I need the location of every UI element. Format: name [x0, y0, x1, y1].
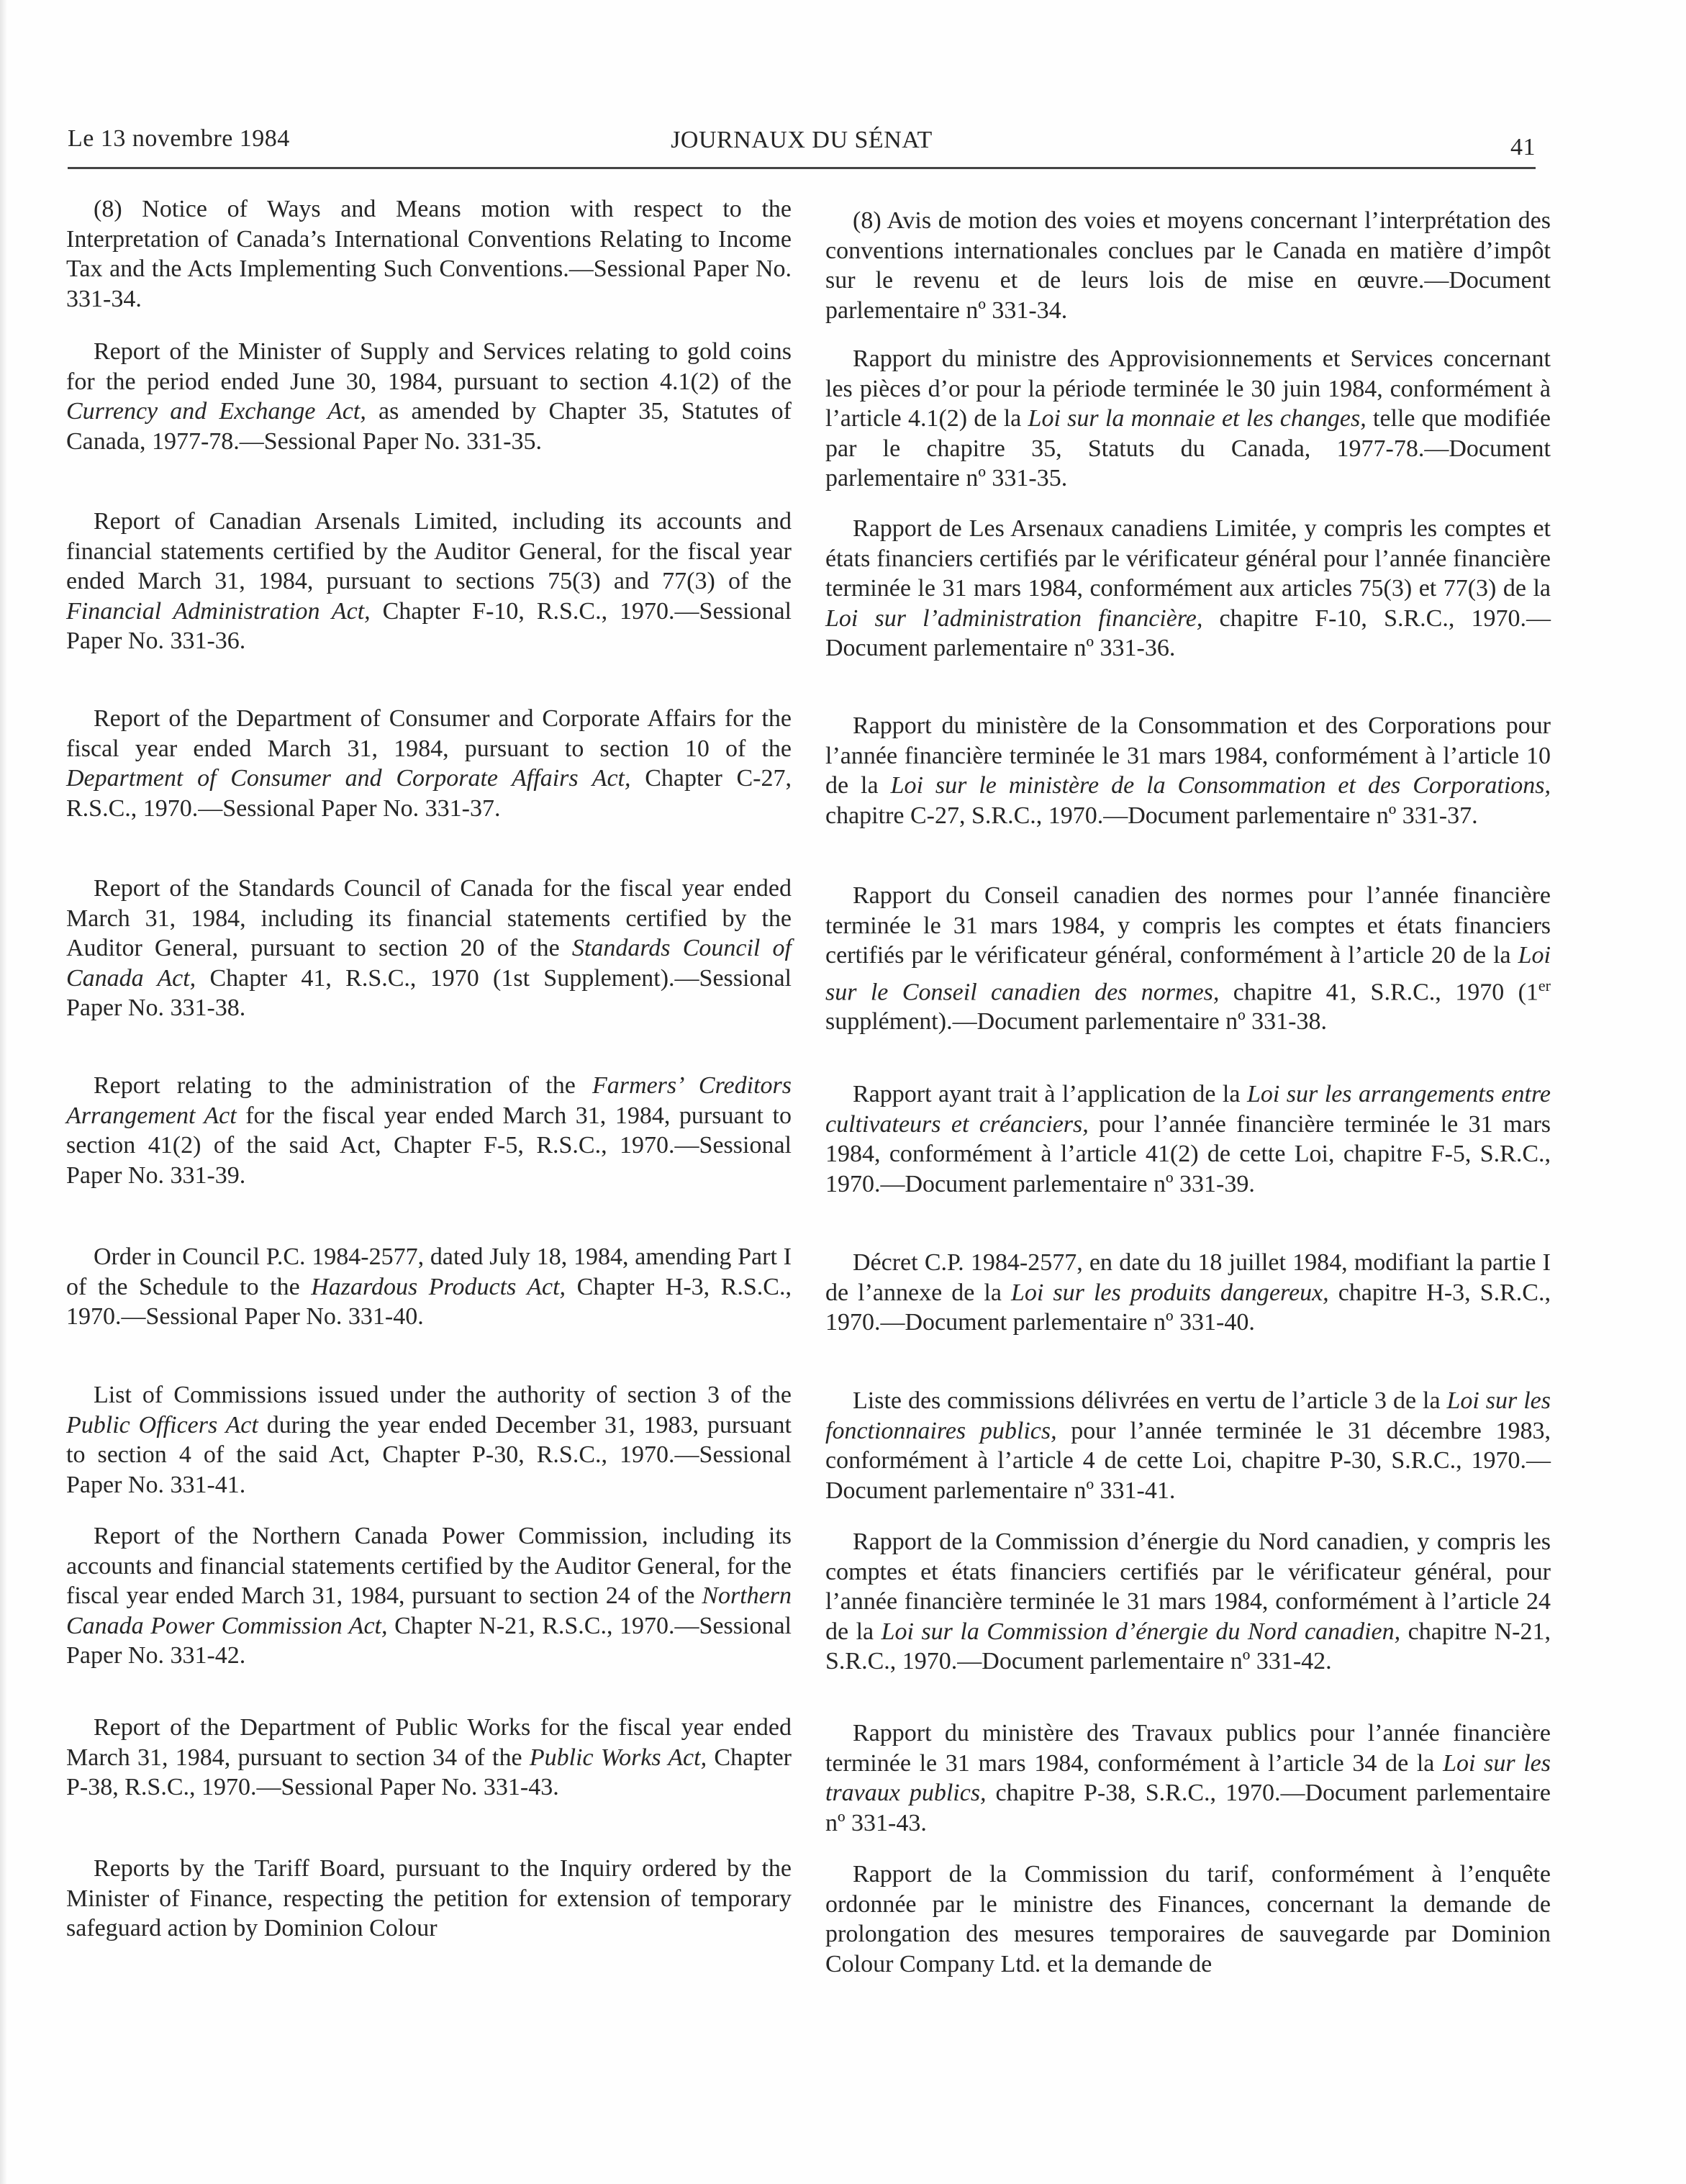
entry-fr-331-39: Rapport ayant trait à l’application de la Loi sur les arrangements entre cultivateurs et créanciers, pour l’année financière terminée le 31 mars 1984, conformément à l’article 41(2) de cette Loi, chapitre F-5, S.R.C., 1970.—Document parlementaire nº 331-39.: [825, 1081, 1551, 1197]
entry-en-331-42: Report of the Northern Canada Power Commission, including its accounts and financial statements certified by the Auditor General, for the fiscal year ended March 31, 1984, pursuant to section 24 of the Northern Canada Power Commission Act, Chapter N-21, R.S.C., 1970.—Sessional Paper No. 331-42.: [66, 1523, 792, 1669]
entry-en-331-35: Report of the Minister of Supply and Services relating to gold coins for the period ended June 30, 1984, pursuant to section 4.1(2) of the Currency and Exchange Act, as amended by Chapter 35, Statutes of Canada, 1977-78.—Sessional Paper No. 331-35.: [66, 338, 792, 455]
header-journal-title: JOURNAUX DU SÉNAT: [671, 127, 933, 153]
page-header: [68, 122, 1536, 169]
entry-en-331-41: List of Commissions issued under the authority of section 3 of the Public Officers Act during the year ended December 31, 1983, pursuant to section 4 of the said Act, Chapter P-30, R.S.C., 1970.—Sessional Paper No. 331-41.: [66, 1382, 792, 1498]
act-title: Loi sur les travaux publics,: [825, 1749, 1551, 1806]
act-title: Loi sur la monnaie et les changes,: [1028, 405, 1367, 432]
entry-fr-tariff-board: Rapport de la Commission du tarif, conformément à l’enquête ordonnée par le ministre des Finances, concernant la demande de prolongation des mesures temporaires de sauvegarde par Dominion Colour Company Ltd. et la demande de: [825, 1861, 1551, 1977]
entry-fr-331-36: Rapport de Les Arsenaux canadiens Limitée, y compris les comptes et états financiers certifiés par le vérificateur général pour l’année financière terminée le 31 mars 1984, conformément aux articles 75(3) et 77(3) de la Loi sur l’administration financière, chapitre F-10, S.R.C., 1970.—Document parlementaire nº 331-36.: [825, 515, 1551, 661]
act-title: Northern Canada Power Commission Act,: [66, 1582, 792, 1639]
act-title: Public Works Act,: [529, 1744, 707, 1771]
entry-fr-331-34: (8) Avis de motion des voies et moyens concernant l’interprétation des conventions internationales conclues par le Canada en matière d’impôt sur le revenu et de leurs lois de mise en œuvre.—Document parlementaire nº 331-34.: [825, 207, 1551, 324]
entry-fr-331-41: Liste des commissions délivrées en vertu de l’article 3 de la Loi sur les fonctionnaires publics, pour l’année terminée le 31 décembre 1983, conformément à l’article 4 de cette Loi, chapitre P-30, S.R.C., 1970.—Document parlementaire nº 331-41.: [825, 1387, 1551, 1504]
superscript: er: [1538, 976, 1551, 994]
act-title: Loi sur le ministère de la Consommation et des Corporations,: [890, 772, 1551, 799]
entry-fr-331-37: Rapport du ministère de la Consommation et des Corporations pour l’année financière terminée le 31 mars 1984, conformément à l’article 10 de la Loi sur le ministère de la Consommation et des Corporations, chapitre C-27, S.R.C., 1970.—Document parlementaire nº 331-37.: [825, 712, 1551, 829]
entry-fr-331-35: Rapport du ministre des Approvisionnements et Services concernant les pièces d’or pour la période terminée le 30 juin 1984, conformément à l’article 4.1(2) de la Loi sur la monnaie et les changes, telle que modifiée par le chapitre 35, Statuts du Canada, 1977-78.—Document parlementaire nº 331-35.: [825, 345, 1551, 491]
page-number: 41: [1510, 134, 1536, 160]
act-title: Loi sur les fonctionnaires publics,: [825, 1387, 1551, 1444]
entry-en-331-36: Report of Canadian Arsenals Limited, including its accounts and financial statements certified by the Auditor General, for the fiscal year ended March 31, 1984, pursuant to sections 75(3) and 77(3) of the Financial Administration Act, Chapter F-10, R.S.C., 1970.—Sessional Paper No. 331-36.: [66, 508, 792, 654]
entry-en-331-37: Report of the Department of Consumer and Corporate Affairs for the fiscal year ended March 31, 1984, pursuant to section 10 of the Department of Consumer and Corporate Affairs Act, Chapter C-27, R.S.C., 1970.—Sessional Paper No. 331-37.: [66, 705, 792, 822]
act-title: Farmers’ Creditors Arrangement Act: [66, 1072, 792, 1129]
entry-fr-331-40: Décret C.P. 1984-2577, en date du 18 juillet 1984, modifiant la partie I de l’annexe de la Loi sur les produits dangereux, chapitre H-3, S.R.C., 1970.—Document parlementaire nº 331-40.: [825, 1249, 1551, 1336]
entry-en-331-34: (8) Notice of Ways and Means motion with respect to the Interpretation of Canada’s International Conventions Relating to Income Tax and the Acts Implementing Such Conventions.—Sessional Paper No. 331-34.: [66, 196, 792, 312]
entry-en-tariff-board: Reports by the Tariff Board, pursuant to the Inquiry ordered by the Minister of Finance, respecting the petition for extension of temporary safeguard action by Dominion Colour: [66, 1855, 792, 1941]
header-date: Le 13 novembre 1984: [68, 125, 290, 152]
act-title: Loi sur les produits dangereux,: [1011, 1279, 1329, 1306]
entry-en-331-43: Report of the Department of Public Works for the fiscal year ended March 31, 1984, pursuant to section 34 of the Public Works Act, Chapter P-38, R.S.C., 1970.—Sessional Paper No. 331-43.: [66, 1714, 792, 1800]
act-title: Loi sur les arrangements entre cultivateurs et créanciers,: [825, 1081, 1551, 1138]
entry-fr-331-43: Rapport du ministère des Travaux publics pour l’année financière terminée le 31 mars 1984, conformément à l’article 34 de la Loi sur les travaux publics, chapitre P-38, S.R.C., 1970.—Document parlementaire nº 331-43.: [825, 1720, 1551, 1836]
act-title: Loi sur la Commission d’énergie du Nord canadien,: [881, 1618, 1401, 1645]
act-title: Currency and Exchange Act,: [66, 398, 366, 425]
scan-edge-shadow: [0, 0, 7, 2184]
act-title: Public Officers Act: [66, 1411, 258, 1438]
act-title: Hazardous Products Act,: [311, 1273, 566, 1300]
act-title: Standards Council of Canada Act,: [66, 935, 792, 992]
act-title: Financial Administration Act,: [66, 597, 371, 625]
entry-en-331-40: Order in Council P.C. 1984-2577, dated July 18, 1984, amending Part I of the Schedule to the Hazardous Products Act, Chapter H-3, R.S.C., 1970.—Sessional Paper No. 331-40.: [66, 1243, 792, 1330]
act-title: Loi sur l’administration financière,: [825, 604, 1203, 632]
act-title: Loi sur le Conseil canadien des normes,: [825, 942, 1551, 1005]
entry-fr-331-42: Rapport de la Commission d’énergie du Nord canadien, y compris les comptes et états financiers certifiés par le vérificateur général, pour l’année financière terminée le 31 mars 1984, conformément à l’article 24 de la Loi sur la Commission d’énergie du Nord canadien, chapitre N-21, S.R.C., 1970.—Document parlementaire nº 331-42.: [825, 1528, 1551, 1675]
entry-fr-331-38: Rapport du Conseil canadien des normes pour l’année financière terminée le 31 mars 1984, y compris les comptes et états financiers certifiés par le vérificateur général, conformément à l’article 20 de la Loi sur le Conseil canadien des normes, chapitre 41, S.R.C., 1970 (1er supplément).—Document parlementaire nº 331-38.: [825, 882, 1551, 1036]
act-title: Department of Consumer and Corporate Affairs Act,: [66, 765, 631, 792]
entry-en-331-38: Report of the Standards Council of Canada for the fiscal year ended March 31, 1984, including its financial statements certified by the Auditor General, pursuant to section 20 of the Standards Council of Canada Act, Chapter 41, R.S.C., 1970 (1st Supplement).—Sessional Paper No. 331-38.: [66, 875, 792, 1021]
entry-en-331-39: Report relating to the administration of the Farmers’ Creditors Arrangement Act for the fiscal year ended March 31, 1984, pursuant to section 41(2) of the said Act, Chapter F-5, R.S.C., 1970.—Sessional Paper No. 331-39.: [66, 1072, 792, 1189]
